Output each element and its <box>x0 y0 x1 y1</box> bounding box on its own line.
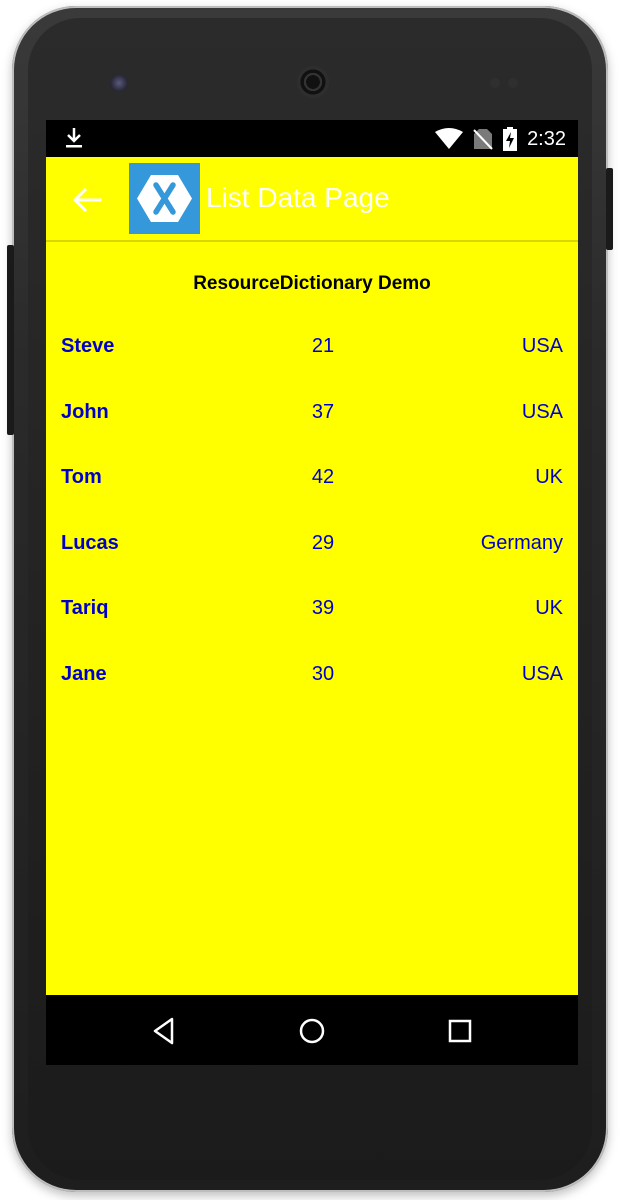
power-button <box>606 168 613 250</box>
list-item[interactable] <box>46 645 578 711</box>
person-country: UK <box>535 597 563 619</box>
person-country: USA <box>521 335 563 357</box>
nav-home-icon[interactable] <box>296 1015 328 1047</box>
person-age: 37 <box>311 400 335 423</box>
nav-back-icon[interactable] <box>148 1015 180 1047</box>
app-bar <box>46 157 578 242</box>
no-sim-icon <box>473 128 493 150</box>
wifi-icon <box>435 128 463 150</box>
proximity-sensor <box>490 78 500 88</box>
person-name: Steve <box>61 335 115 357</box>
list-item[interactable] <box>46 514 578 580</box>
device-screen <box>46 120 578 1065</box>
page-heading: ResourceDictionary Demo <box>193 273 431 294</box>
battery-charging-icon <box>503 127 517 151</box>
volume-button <box>7 245 14 435</box>
person-age: 21 <box>311 335 335 357</box>
back-button[interactable] <box>70 183 104 217</box>
list-item[interactable] <box>46 383 578 449</box>
person-country: Germany <box>480 531 563 554</box>
list-item[interactable] <box>46 579 578 645</box>
xamarin-logo <box>129 163 200 234</box>
navigation-bar <box>46 995 578 1065</box>
person-name: John <box>61 400 109 423</box>
person-country: UK <box>535 466 563 488</box>
person-name: Jane <box>61 662 107 685</box>
download-icon <box>64 126 84 150</box>
person-age: 39 <box>311 597 335 619</box>
person-country: USA <box>521 400 563 423</box>
status-time: 2:32 <box>527 127 566 150</box>
front-camera <box>110 74 128 92</box>
light-sensor <box>508 78 518 88</box>
nav-recents-icon[interactable] <box>444 1015 476 1047</box>
xamarin-logo-icon <box>129 163 200 234</box>
person-country: USA <box>521 662 563 685</box>
person-age: 29 <box>311 531 335 554</box>
person-age: 42 <box>311 466 335 488</box>
page-content <box>46 242 578 995</box>
person-name: Tariq <box>61 597 109 619</box>
page-title: List Data Page <box>206 182 390 213</box>
person-age: 30 <box>311 662 335 685</box>
person-name: Tom <box>61 466 102 488</box>
status-bar <box>46 120 578 157</box>
people-list <box>46 317 578 710</box>
list-item[interactable] <box>46 317 578 383</box>
list-item[interactable] <box>46 448 578 514</box>
earpiece-speaker <box>297 66 329 98</box>
person-name: Lucas <box>61 531 119 554</box>
status-icons <box>435 126 566 152</box>
